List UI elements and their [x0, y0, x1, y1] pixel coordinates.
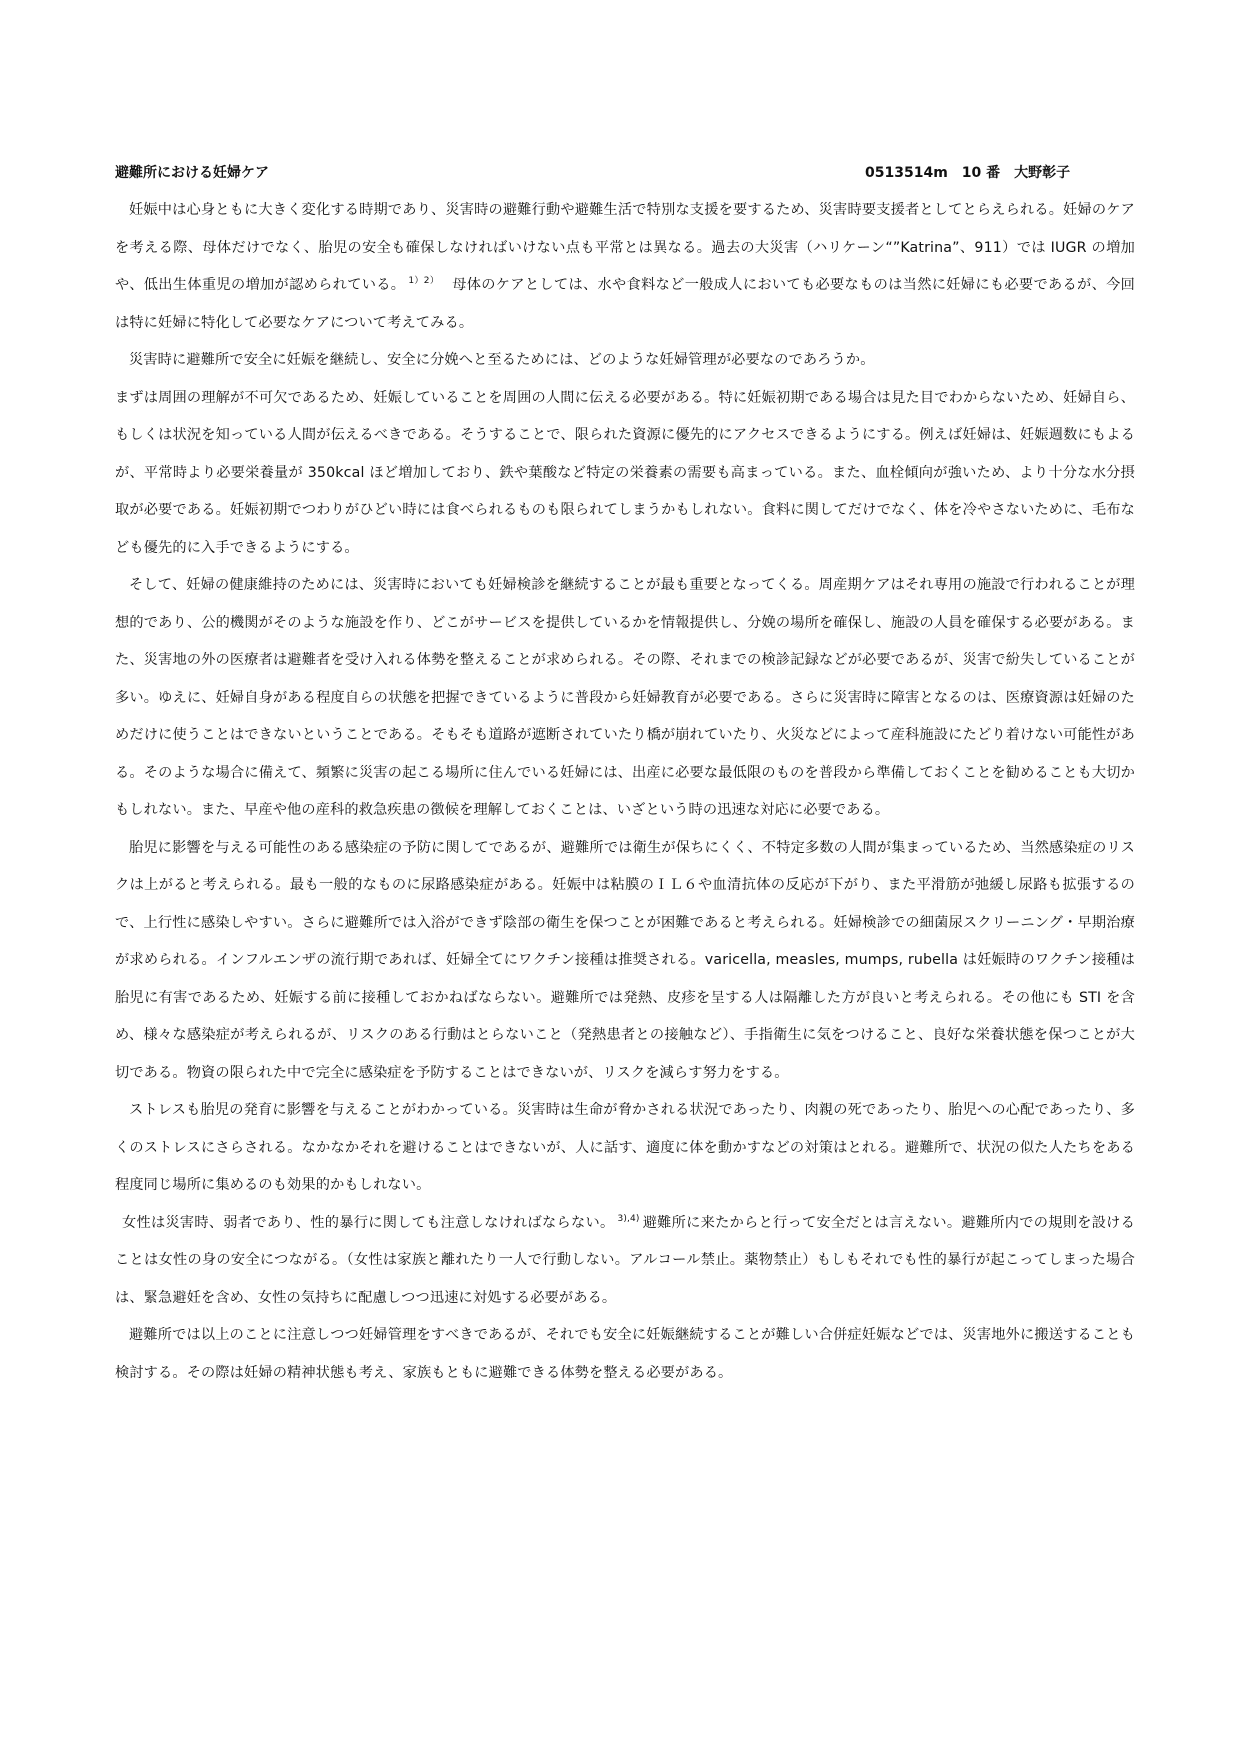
paragraph-text: 避難所では以上のことに注意しつつ妊婦管理をすべきであるが、それでも安全に妊娠継続することが難しい合併症妊娠などでは、災害地外に搬送することも検討する。その際は妊婦の精神状態も考え、家族もともに避難できる体勢を整える必要がある。	[115, 1327, 1135, 1381]
paragraph	[115, 1317, 1135, 1392]
document-body	[115, 192, 1135, 1392]
paragraph-text: 妊娠中は心身ともに大きく変化する時期であり、災害時の避難行動や避難生活で特別な支援を要するため、災害時要支援者としてとらえられる。妊婦のケアを考える際、母体だけでなく、胎児の安全も確保しなければいけない点も平常とは異なる。過去の大災害（ハリケーン“”Katrina”、911）では IUGR の増加や、低出生体重児の増加が認められている。	[115, 202, 1135, 293]
paragraph	[115, 1205, 1135, 1318]
paragraph-text: そして、妊婦の健康維持のためには、災害時においても妊婦検診を継続することが最も重要となってくる。周産期ケアはそれ専用の施設で行われることが理想的であり、公的機関がそのような施設を作り、どこがサービスを提供しているかを情報提供し、分娩の場所を確保し、施設の人員を確保する必要がある。また、災害地の外の医療者は避難者を受け入れる体勢を整えることが求められる。その際、それまでの検診記録などが必要であるが、災害で紛失していることが多い。ゆえに、妊婦自身がある程度自らの状態を把握できているように普段から妊婦教育が必要である。さらに災害時に障害となるのは、医療資源は妊婦のためだけに使うことはできないということである。そもそも道路が遮断されていたり橋が崩れていたり、火災などによって産科施設にたどり着けない可能性がある。そのような場合に備えて、頻繁に災害の起こる場所に住んでいる妊婦には、出産に必要な最低限のものを普段から準備しておくことを勧めることも大切かもしれない。また、早産や他の産科的救急疾患の徴候を理解しておくことは、いざという時の迅速な対応に必要である。	[115, 577, 1135, 818]
author-info: 0513514m 10 番 大野彰子	[865, 165, 1071, 181]
paragraph	[115, 380, 1135, 568]
paragraph-text: 災害時に避難所で安全に妊娠を継続し、安全に分娩へと至るためには、どのような妊婦管理が必要なのであろうか。	[129, 352, 875, 368]
citation-reference: 3),4)	[617, 1213, 640, 1224]
paragraph-text: 避難所に来たからと行って安全だとは言えない。避難所内での規則を設けることは女性の身の安全につながる。（女性は家族と離れたり一人で行動しない。アルコール禁止。薬物禁止）もしもそれでも性的暴行が起こってしまった場合は、緊急避妊を含め、女性の気持ちに配慮しつつ迅速に対処する必要がある。	[115, 1214, 1135, 1306]
paragraph	[115, 830, 1135, 1093]
document-page	[115, 158, 1135, 1392]
paragraph-text: ストレスも胎児の発育に影響を与えることがわかっている。災害時は生命が脅かされる状況であったり、肉親の死であったり、胎児への心配であったり、多くのストレスにさらされる。なかなかそれを避けることはできないが、人に話す、適度に体を動かすなどの対策はとれる。避難所で、状況の似た人たちをある程度同じ場所に集めるのも効果的かもしれない。	[115, 1102, 1135, 1193]
paragraph	[115, 1092, 1135, 1205]
paragraph-text: まずは周囲の理解が不可欠であるため、妊娠していることを周囲の人間に伝える必要がある。特に妊娠初期である場合は見た目でわからないため、妊婦自ら、もしくは状況を知っている人間が伝えるべきである。そうすることで、限られた資源に優先的にアクセスできるようにする。例えば妊婦は、妊娠週数にもよるが、平常時より必要栄養量が 350kcal ほど増加しており、鉄や葉酸など特定の栄養素の需要も高まっている。また、血栓傾向が強いため、より十分な水分摂取が必要である。妊娠初期でつわりがひどい時には食べられるものも限られてしまうかもしれない。食料に関してだけでなく、体を冷やさないために、毛布なども優先的に入手できるようにする。	[115, 389, 1135, 556]
document-header	[115, 158, 1135, 188]
paragraph	[115, 567, 1135, 830]
paragraph	[115, 342, 1135, 380]
paragraph-text: 胎児に影響を与える可能性のある感染症の予防に関してであるが、避難所では衛生が保ちにくく、不特定多数の人間が集まっているため、当然感染症のリスクは上がると考えられる。最も一般的なものに尿路感染症がある。妊娠中は粘膜のＩＬ６や血清抗体の反応が下がり、また平滑筋が弛緩し尿路も拡張するので、上行性に感染しやすい。さらに避難所では入浴ができず陰部の衛生を保つことが困難であると考えられる。妊婦検診での細菌尿スクリーニング・早期治療が求められる。インフルエンザの流行期であれば、妊婦全てにワクチン接種は推奨される。varicella, measles, mumps, rubella は妊娠時のワクチン接種は胎児に有害であるため、妊娠する前に接種しておかねばならない。避難所では発熱、皮疹を呈する人は隔離した方が良いと考えられる。その他にも STI を含め、様々な感染症が考えられるが、リスクのある行動はとらないこと（発熱患者との接触など）、手指衛生に気をつけること、良好な栄養状態を保つことが大切である。物資の限られた中で完全に感染症を予防することはできないが、リスクを減らす努力をする。	[115, 839, 1135, 1081]
paragraph	[115, 192, 1135, 342]
document-title: 避難所における妊婦ケア	[115, 165, 269, 181]
citation-reference: 1）2）	[408, 276, 435, 286]
paragraph-text: 女性は災害時、弱者であり、性的暴行に関しても注意しなければならない。	[122, 1214, 615, 1231]
paragraph-text: 母体のケアとしては、水や食料など一般成人においても必要なものは当然に妊婦にも必要であるが、今回は特に妊婦に特化して必要なケアについて考えてみる。	[115, 277, 1135, 331]
